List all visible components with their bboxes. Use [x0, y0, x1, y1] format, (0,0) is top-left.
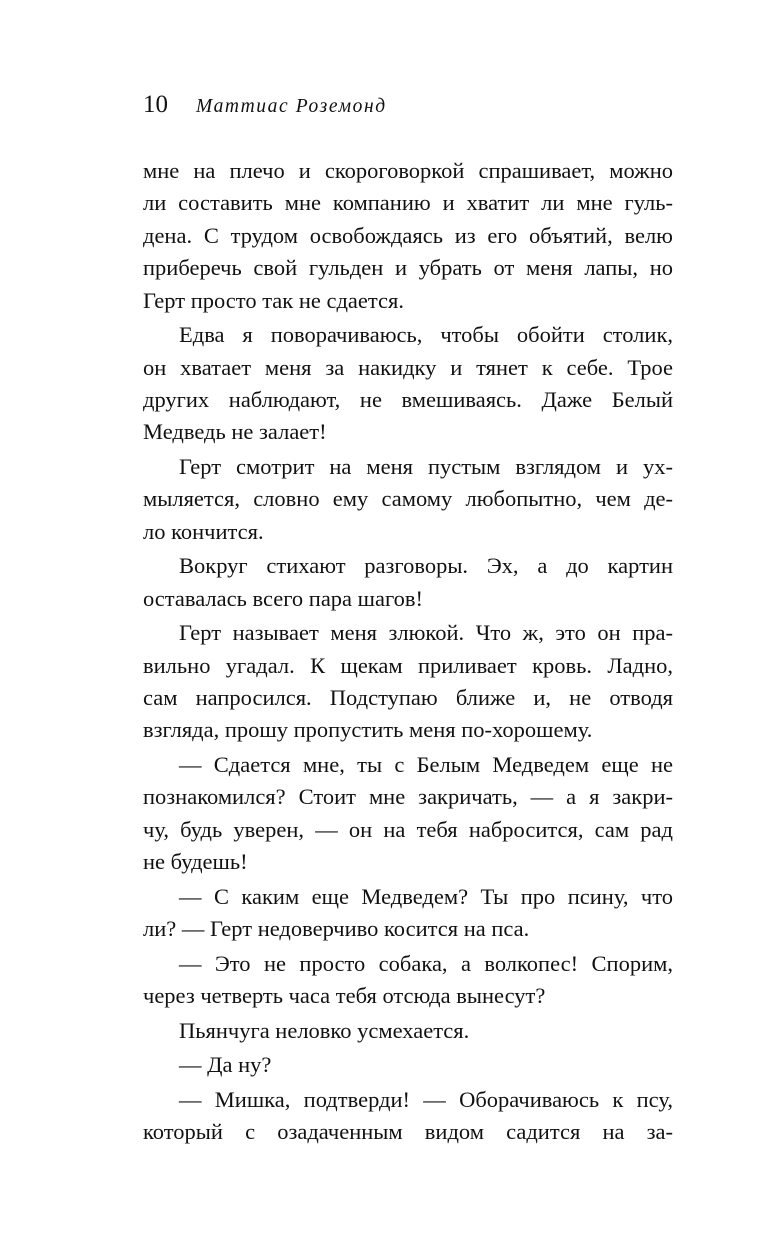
- text-line: сам напросился. Подступаю ближе и, не отводя: [143, 685, 673, 710]
- text-line: который с озадаченным видом садится на за-: [143, 1119, 673, 1145]
- text-line: оставалась всего пара шагов!: [143, 585, 424, 611]
- running-head-author: Маттиас Роземонд: [196, 96, 387, 117]
- text-line: мыляется, словно ему самому любопытно, чем де-: [143, 486, 673, 512]
- text-line: Медведь не залает!: [143, 419, 327, 445]
- text-line: не будешь!: [143, 849, 248, 875]
- text-line: ли? — Герт недоверчиво косится на пса.: [143, 916, 530, 942]
- text-line: ли составить мне компанию и хватит ли мне гуль-: [143, 190, 673, 216]
- text-line: Герт смотрит на меня пустым взглядом и ух-: [179, 453, 673, 479]
- text-line: других наблюдают, не вмешиваясь. Даже Белый: [143, 386, 673, 412]
- text-line: — Мишка, подтверди! — Оборачиваюсь к псу,: [179, 1086, 673, 1112]
- text-line: Пьянчуга неловко усмехается.: [179, 1017, 470, 1043]
- text-line: чу, будь уверен, — он на тебя набросится, сам рад: [143, 816, 673, 842]
- text-line: Едва я поворачиваюсь, чтобы обойти столик,: [179, 322, 673, 348]
- text-line: дена. С трудом освобождаясь из его объятий, велю: [143, 222, 673, 248]
- text-line: Герт называет меня злюкой. Что ж, это он пра-: [179, 620, 673, 646]
- text-line: — Это не просто собака, а волкопес! Спорим,: [179, 950, 673, 976]
- body-text: [143, 155, 673, 1149]
- text-line: — С каким еще Медведем? Ты про псину, что: [179, 883, 673, 909]
- page-number: 10: [143, 91, 168, 118]
- text-line: познакомился? Стоит мне закричать, — а я закри-: [143, 784, 673, 810]
- text-line: — Сдается мне, ты с Белым Медведем еще не: [179, 751, 673, 777]
- page-header: [143, 88, 387, 122]
- text-line: он хватает меня за накидку и тянет к себе. Трое: [143, 354, 673, 380]
- text-line: взгляда, прошу пропустить меня по-хорошему.: [143, 717, 593, 743]
- text-line: вильно угадал. К щекам приливает кровь. Ладно,: [143, 652, 673, 678]
- text-line: приберечь свой гульден и убрать от меня лапы, но: [143, 255, 673, 281]
- text-line: через четверть часа тебя отсюда вынесут?: [143, 983, 546, 1009]
- text-line: ло кончится.: [143, 518, 264, 544]
- text-line: мне на плечо и скороговоркой спрашивает, можно: [143, 158, 673, 183]
- text-line: — Да ну?: [179, 1052, 272, 1078]
- text-line: Вокруг стихают разговоры. Эх, а до картин: [179, 553, 673, 579]
- text-line: Герт просто так не сдается.: [143, 287, 404, 313]
